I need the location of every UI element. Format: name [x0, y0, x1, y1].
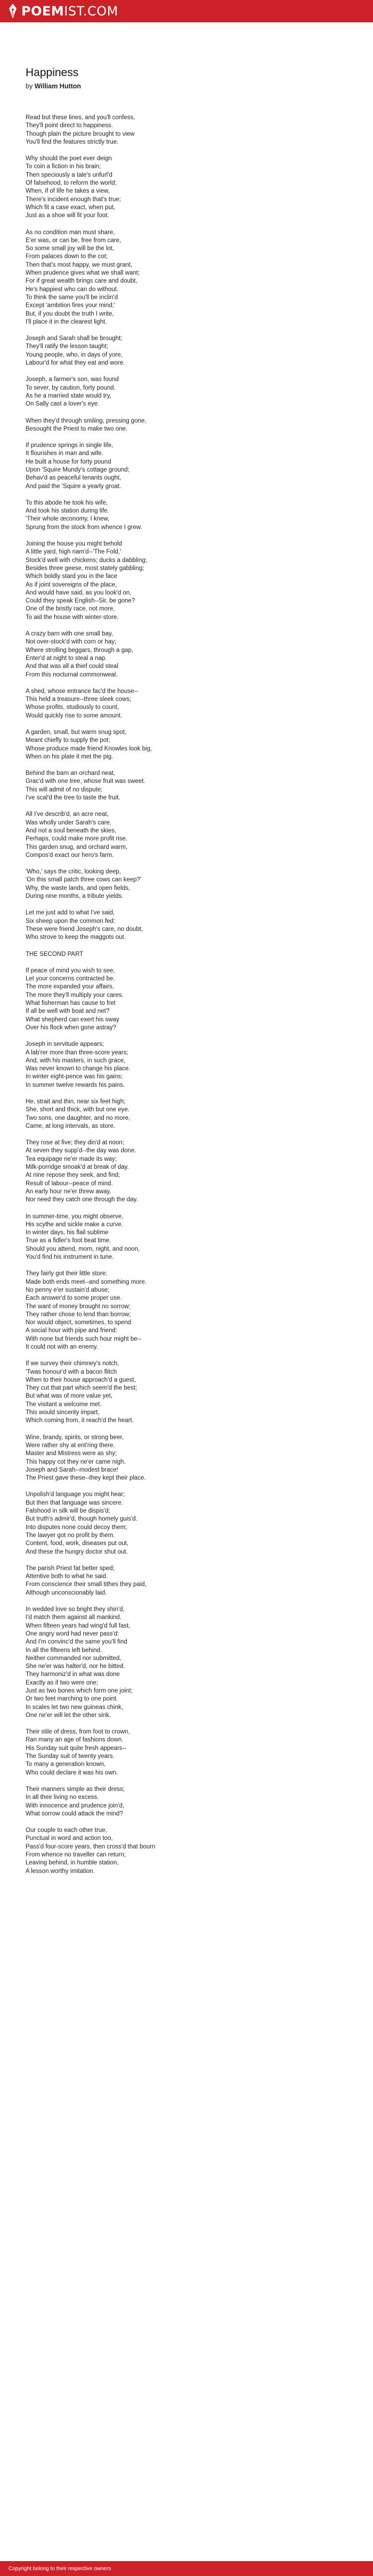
poem-line: Falshood in silk will be dispis'd; — [26, 1508, 110, 1515]
poem-line: Whose produce made friend Knowles look big, — [26, 745, 152, 752]
poem-line: Though plain the picture brought to view — [26, 130, 135, 137]
poem-line: Content, food, work, diseases put out, — [26, 1540, 129, 1547]
poem-line: In winter eight-pence was his gains; — [26, 1074, 123, 1080]
poem-line: Perhaps, could make more profit rise. — [26, 836, 128, 843]
poem-line: Attentive both to what he said. — [26, 1573, 108, 1580]
poem-line: You'll find the features strictly true. — [26, 138, 119, 145]
by-prefix: by — [26, 82, 33, 90]
poem-stanza — [26, 1139, 347, 1204]
poem-line: On Sally cast a lover's eye. — [26, 401, 100, 408]
poem-line: Result of labour--peace of mind. — [26, 1180, 113, 1187]
poem-line: All I've describ'd, an acre neat, — [26, 811, 109, 818]
poem-line: But, if you doubt the truth I write, — [26, 310, 114, 317]
poem-line: These were friend Joseph's care, no doubt, — [26, 926, 143, 932]
poem-line: He, strait and thin, near six feet high; — [26, 1098, 126, 1105]
poem-line: They harmoniz'd in what was done — [26, 1671, 120, 1678]
poem-line: To coin a fiction in his brain; — [26, 163, 101, 170]
poem-line: Would quickly rise to some amount. — [26, 712, 123, 719]
poem-line: Sprung from the stock from whence I grew. — [26, 524, 142, 531]
poem-line: Behav'd as peaceful tenants ought, — [26, 475, 121, 482]
poem-line: In summer-time, you might observe, — [26, 1213, 124, 1220]
poem-line: At seven they supp'd--the day was done. — [26, 1147, 136, 1154]
poem-line: Wine, brandy, spirits, or strong beer, — [26, 1434, 124, 1441]
logo-text-light: IST.COM — [64, 4, 118, 19]
poem-line: Besides three geese, most stately gabbling; — [26, 565, 144, 572]
poem-line: The want of money brought no sorrow; — [26, 1303, 131, 1310]
poem-line: Compos'd exact our hero's farm. — [26, 852, 114, 858]
poem-line: But truth's admir'd, though homely guis'd. — [26, 1516, 137, 1523]
poem-line: Neither commanded nor submitted, — [26, 1655, 121, 1662]
poem-line: They fairly got their little store; — [26, 1270, 108, 1277]
poem-stanza — [26, 630, 347, 679]
poem-line: From conscience their small tithes they paid, — [26, 1581, 147, 1588]
poem-line: His Sunday suit quite fresh appears-- — [26, 1745, 127, 1752]
poem-line: But what was of more value yet, — [26, 1393, 112, 1400]
poem-line: 'Who,' says the critic, looking deep, — [26, 869, 121, 876]
poem-stanza — [26, 770, 347, 802]
poem-line: Were rather shy at ent'ring there. — [26, 1442, 115, 1449]
poem-line: There's incident enough that's true; — [26, 196, 121, 203]
poem-stanza — [26, 114, 347, 146]
poem-line: And would have said, as you look'd on, — [26, 589, 132, 596]
poem-line: Of falsehood, to reform the world; — [26, 180, 117, 187]
poem-line: One of the bristly race, not more, — [26, 606, 115, 613]
poem-line: From whence no traveller can return; — [26, 1852, 126, 1859]
poem-line: He's happiest who can do without. — [26, 286, 119, 293]
poem-line: But then that language was sincere. — [26, 1499, 123, 1506]
pen-nib-icon — [9, 4, 17, 19]
poem-line: They rose at five; they din'd at noon; — [26, 1140, 125, 1146]
poem-stanza — [26, 951, 347, 959]
poem-line: To aid the house with winter-store. — [26, 614, 119, 621]
poem-line: 'Their whole œconomy, I knew, — [26, 516, 110, 523]
poem-line: As he a married state would try, — [26, 392, 111, 399]
poem-line: A crazy barn with one small bay, — [26, 631, 113, 638]
poem-line: Let your concerns contracted be. — [26, 976, 115, 982]
copyright-text: Copyright belong to their respective owners — [9, 2565, 111, 2572]
poem-stanza — [26, 1270, 347, 1351]
poem-line: Master and Mistress were as shy; — [26, 1450, 117, 1457]
poem-line: They cut that part which seem'd the best; — [26, 1385, 137, 1392]
poem-line: In scales let two new guineas chink, — [26, 1704, 123, 1711]
poem-line: Although unconscionably laid. — [26, 1589, 107, 1596]
poem-line: In winter days, his flail sublime — [26, 1229, 109, 1236]
site-header — [0, 0, 373, 22]
poem-line: Then speciously a tale's unfurl'd — [26, 171, 112, 178]
poem-line: I'd match them against all mankind. — [26, 1614, 121, 1621]
poem-line: To this abode he took his wife, — [26, 499, 108, 506]
poem-stanza — [26, 1041, 347, 1089]
poem-stanza — [26, 540, 347, 622]
poem-line: Why, the waste lands, and open fields, — [26, 885, 131, 891]
poem-line: A little yard, high nam'd--'The Fold,' — [26, 549, 121, 556]
poem-line: You'd find his instrument in tune. — [26, 1254, 114, 1261]
poem-line: E'er was, or can be, free from care, — [26, 237, 121, 244]
poem-line: Was wholly under Sarah's care. — [26, 819, 111, 826]
poem-stanza — [26, 1434, 347, 1483]
poem-line: At nine repose they seek, and find; — [26, 1172, 120, 1179]
poem-line: To sever, by caution, forty pound. — [26, 384, 116, 391]
poem-content — [26, 66, 347, 1884]
poem-line: Grac'd with one tree, whose fruit was sweet. — [26, 778, 145, 785]
poem-line: Where strolling beggars, through a gap, — [26, 647, 134, 654]
poem-line: The more they'll multiply your cares. — [26, 992, 124, 998]
poem-line: Joseph, a farmer's son, was found — [26, 376, 119, 383]
poem-line: Who strove to keep the maggots out. — [26, 934, 126, 941]
poem-stanza — [26, 1728, 347, 1777]
poem-line: Their manners simple as their dress; — [26, 1786, 125, 1793]
poem-line: In wedded love so bright they shin'd, — [26, 1606, 125, 1613]
poem-line: She ne'er was halter'd, nor he bitted. — [26, 1663, 125, 1670]
poem-line: The visitant a welcome met. — [26, 1401, 102, 1408]
poem-line: So some small joy will be the lot, — [26, 245, 115, 252]
poem-stanza — [26, 729, 347, 761]
poem-line: I've scal'd the tree to taste the fruit. — [26, 795, 120, 802]
poem-line: 'On this small patch three cows can keep?' — [26, 877, 142, 884]
poem-line: No penny e'er sustain'd abuse; — [26, 1286, 110, 1293]
poem-line: Exactly as if two were one; — [26, 1679, 99, 1686]
poem-line: Came, at long intervals, as store. — [26, 1122, 116, 1129]
poem-line: Which fit a case exact, when put, — [26, 204, 116, 211]
poem-line: Nor would object, sometimes, to spend — [26, 1319, 132, 1326]
poem-line: And I'm convinc'd the same you'll find — [26, 1639, 127, 1646]
poem-line: They'll point direct to happiness. — [26, 122, 113, 129]
poem-line: Upon 'Squire Mundy's cottage ground; — [26, 466, 129, 473]
poem-stanza — [26, 1786, 347, 1818]
poem-line: Joseph and Sarah shall be brought; — [26, 335, 123, 342]
poem-line: When they'd through smiling, pressing gone, — [26, 417, 147, 424]
poem-line: Into disputes none could decoy them; — [26, 1524, 127, 1531]
poem-line: THE SECOND PART — [26, 951, 84, 957]
poem-stanza — [26, 499, 347, 532]
poem-line: A social hour with pipe and friend: — [26, 1327, 117, 1334]
poem-line: With innocence and prudence join'd, — [26, 1802, 125, 1809]
poem-line: What shepherd can exert his sway — [26, 1016, 119, 1023]
poem-line: 'Twas honour'd with a bacon flitch — [26, 1368, 117, 1375]
poem-line: Ran many an age of fashions down. — [26, 1737, 124, 1744]
poem-line: Pass'd four-score years, then cross'd that bourn — [26, 1843, 156, 1850]
poem-line: This happy cot they ne'er came nigh. — [26, 1458, 126, 1465]
poem-stanza — [26, 376, 347, 408]
poem-stanza — [26, 229, 347, 327]
poem-line: Then that's most happy, we must grant, — [26, 261, 133, 268]
poem-line: Who could declare it was his own. — [26, 1769, 118, 1776]
poem-line: Let me just add to what I've said, — [26, 910, 115, 917]
poem-line: Punctual in word and action too, — [26, 1835, 113, 1842]
poem-line: Joseph and Sarah--modest brace! — [26, 1466, 118, 1473]
poem-stanza — [26, 967, 347, 1032]
poem-line: Made both ends meet--and something more. — [26, 1278, 147, 1285]
poem-line: A lab'rer more than three-score years; — [26, 1049, 128, 1056]
poem-line: Enter'd at night to steal a nap. — [26, 655, 107, 662]
poem-stanza — [26, 442, 347, 491]
poem-line: Just as two bones which form one joint; — [26, 1687, 133, 1694]
poem-line: Nor need they catch one through the day. — [26, 1196, 138, 1203]
poem-line: Six sheep upon the common fed: — [26, 918, 116, 924]
poem-line: To think the same you'll be inclin'd — [26, 294, 118, 301]
poem-line: Each answer'd to some proper use. — [26, 1295, 122, 1302]
poem-line: During nine months, a tribute yields. — [26, 893, 124, 900]
poem-line: As if joint sovereigns of the place, — [26, 581, 117, 588]
poem-line: And that was all a thief could steal — [26, 663, 118, 670]
poem-line: Tea equipage ne'er made its way; — [26, 1155, 117, 1162]
poem-line: When, if of life he takes a view, — [26, 188, 110, 195]
poem-line: Our couple to each other true, — [26, 1827, 107, 1834]
poem-line: Stock'd well with chickens; ducks a dabbling; — [26, 557, 147, 564]
poem-line: This garden snug, and orchard warm, — [26, 844, 128, 851]
poem-line: True as a fidler's foot beat time. — [26, 1237, 111, 1244]
poem-stanza — [26, 868, 347, 901]
poem-line: Or two feet marching to one point. — [26, 1696, 118, 1703]
poem-line: The more expanded your affairs, — [26, 984, 114, 990]
poem-stanza — [26, 1565, 347, 1597]
poem-line: A lesson worthy imitation. — [26, 1868, 95, 1875]
poem-line: Meant chiefly to supply the pot; — [26, 737, 110, 744]
poem-line: The Sunday suit of twenty years. — [26, 1753, 115, 1760]
poem-stanza — [26, 417, 347, 434]
poem-stanza — [26, 1360, 347, 1425]
poem-line: Which coming from, it reach'd the heart. — [26, 1417, 134, 1424]
poem-line: To many a generation known, — [26, 1761, 106, 1768]
poem-line: This would sincerity impart, — [26, 1409, 100, 1416]
poem-line: Why should the poet ever deign — [26, 155, 112, 162]
poem-stanza — [26, 1213, 347, 1262]
poem-line: In summer twelve rewards his pains. — [26, 1081, 125, 1088]
poem-stanza — [26, 1827, 347, 1876]
site-footer — [0, 2561, 373, 2576]
poem-stanza — [26, 1491, 347, 1556]
poem-line: Unpolish'd language you might hear; — [26, 1491, 125, 1498]
poem-line: What fisherman has cause to fret — [26, 1000, 116, 1007]
logo-text-bold: POEM — [21, 4, 64, 19]
poem-line: Behind the barn an orchard neat, — [26, 770, 116, 777]
poem-line: I'll place it in the clearest light. — [26, 318, 107, 325]
poem-line: Could they speak English--Sir, be gone? — [26, 598, 135, 605]
poem-line: Two sons, one daughter, and no more, — [26, 1114, 131, 1121]
poem-line: One angry word had never pass'd: — [26, 1630, 119, 1637]
poem-line: Except 'ambition fires your mind;' — [26, 302, 116, 309]
poem-line: When prudence gives what we shall want; — [26, 270, 140, 277]
poem-byline — [26, 82, 347, 90]
poem-stanza — [26, 155, 347, 220]
poem-stanza — [26, 335, 347, 367]
poem-line: It could not with an enemy. — [26, 1344, 98, 1350]
poem-line: Labour'd for what they eat and wore. — [26, 360, 125, 367]
poem-stanza — [26, 688, 347, 720]
poem-stanza — [26, 1606, 347, 1720]
poem-line: Which boldly stard you in the face — [26, 573, 117, 580]
poem-line: For if great wealth brings care and doubt, — [26, 278, 137, 285]
poem-line: If peace of mind you wish to see, — [26, 967, 115, 974]
site-logo[interactable] — [9, 4, 118, 19]
poem-line: When to their house approach'd a guest, — [26, 1376, 136, 1383]
poem-line: An early hour ne'er threw away, — [26, 1188, 111, 1195]
poem-line: Joining the house you might behold — [26, 541, 122, 548]
poem-line: Milk-porridge smoak'd at break of day. — [26, 1164, 129, 1171]
poem-line: Just as a shoe will fit your foot. — [26, 212, 109, 219]
poem-line: The lawyer got no profit by them. — [26, 1532, 115, 1539]
poem-line: They rather chose to lend than borrow; — [26, 1311, 131, 1318]
poem-line: She, short and thick, with but one eye. — [26, 1107, 129, 1113]
poem-line: Joseph in servitude appears; — [26, 1041, 104, 1048]
poem-line: With none but friends such hour might be-- — [26, 1335, 142, 1342]
poem-title: Happiness — [26, 67, 79, 79]
poem-line: And these the hungry doctor shut out. — [26, 1548, 128, 1555]
poem-line: The Priest gave these--they kept their place. — [26, 1475, 146, 1482]
poem-line: Leaving behind, in humble station, — [26, 1860, 119, 1867]
poem-line: If all be well with boat and net? — [26, 1008, 110, 1015]
poem-line: His scythe and sickle make a curve. — [26, 1221, 123, 1228]
poem-line: Their stile of dress, from foot to crown, — [26, 1729, 130, 1736]
poem-line: This will admit of no dispute; — [26, 786, 103, 793]
poem-line: From this nocturnal commonweal. — [26, 671, 118, 678]
poem-line: He built a house for forty pound — [26, 458, 111, 465]
poem-line: In all their living no excess. — [26, 1794, 99, 1801]
poem-line: Not over-stock'd with corn or hay; — [26, 639, 117, 646]
poem-line: In all the fifteens left behind. — [26, 1647, 102, 1654]
poem-body — [26, 114, 347, 1876]
poem-line: They'll ratify the lesson taught; — [26, 343, 108, 350]
poem-line: Was never known to change his place. — [26, 1066, 131, 1072]
poem-line: When on his plate it met the pig. — [26, 753, 113, 760]
poem-stanza — [26, 811, 347, 860]
poem-line: And paid the 'Squire a yearly groat. — [26, 483, 121, 490]
poem-line: A shed, whose entrance fac'd the house-- — [26, 688, 139, 695]
poem-line: Over his flock when gone astray? — [26, 1024, 117, 1031]
poem-line: If we survey their chimney's notch, — [26, 1360, 119, 1367]
poem-line: And, with his masters, in such grace, — [26, 1057, 126, 1064]
poem-stanza — [26, 1098, 347, 1130]
poem-line: The parish Priest fat better sped; — [26, 1565, 115, 1572]
poem-line: It flourishes in man and wife. — [26, 450, 103, 457]
poem-line: This held a treasure--three sleek cows; — [26, 696, 132, 703]
poem-line: If prudence springs in single life, — [26, 442, 113, 449]
poem-line: What sorrow could attack the mind? — [26, 1810, 123, 1817]
poem-line: Whose profits, studiously to count, — [26, 704, 119, 711]
poem-stanza — [26, 909, 347, 942]
poem-line: As no condition man must share, — [26, 229, 115, 236]
poem-author-link[interactable]: William Hutton — [34, 82, 82, 90]
poem-line: Should you attend, morn, night, and noon, — [26, 1245, 140, 1252]
poem-line: Besought the Priest to make two one. — [26, 425, 128, 432]
poem-line: From palaces down to the cot; — [26, 253, 108, 260]
poem-line: One ne'er will let the other sink. — [26, 1712, 111, 1719]
poem-line: Young people, who, in days of yore, — [26, 351, 123, 358]
poem-line: And not a soul beneath the skies, — [26, 827, 117, 834]
poem-line: When fifteen years had wing'd full fast, — [26, 1622, 131, 1629]
poem-line: A garden, small, but warm snug spot, — [26, 729, 127, 736]
poem-line: And took his station during life. — [26, 508, 109, 515]
poem-line: Read but these lines, and you'll confess, — [26, 114, 135, 121]
